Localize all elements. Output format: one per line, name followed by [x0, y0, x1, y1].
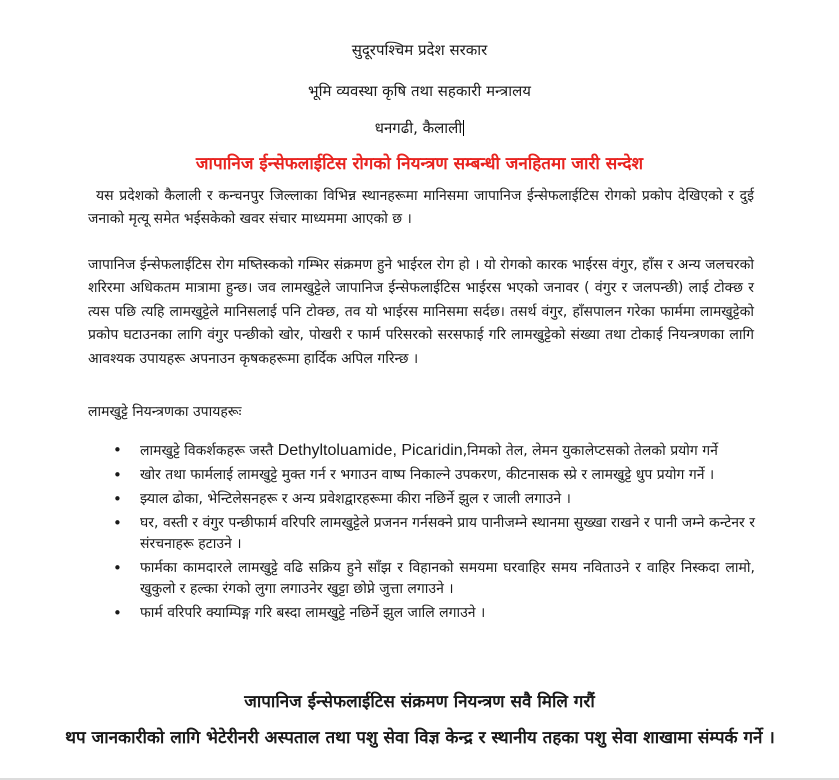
item-text: घर, वस्ती र वंगुर पन्छीफार्म वरिपरि लामखुट्टेले प्रजनन गर्नसक्ने प्राय पानीजम्ने स्थानमा सुख्खा राखने र पानी जम्ने कन्टेनर र संरचनाहरू हटाउने । [140, 515, 755, 552]
header-location-text: धनगढी, कैलाली [374, 119, 463, 137]
item-text: खोर तथा फार्मलाई लामखुट्टे मुक्त गर्न र भगाउन वाष्प निकाल्ने उपकरण, कीटनासक स्प्रे र लामखुट्टे धुप प्रयोग गर्ने । [140, 467, 715, 483]
item-text: लामखुट्टे विकर्शकहरू जस्तै [140, 443, 278, 459]
item-text: ,निमको तेल, लेमन युकालेप्टसको तेलको प्रयोग गर्ने [462, 443, 718, 459]
bullet-icon: • [113, 441, 122, 459]
chemical-name: Picaridin [401, 442, 463, 459]
list-item [113, 558, 755, 600]
bullet-icon: • [113, 466, 122, 484]
header-government: सुदूरपश्चिम प्रदेश सरकार [351, 41, 488, 59]
paragraph-intro: यस प्रदेशको कैलाली र कन्चनपुर जिल्लाका विभिन्न स्थानहरूमा मानिसमा जापानिज ईन्सेफलाईटिस रोगको प्रकोप देखिएको र दुई जनाको मृत्यू समेत भईसकेको खवर संचार माध्यममा आएको छ । [88, 188, 754, 227]
bullet-icon: • [113, 490, 122, 508]
list-item [113, 489, 755, 510]
measures-list [113, 440, 755, 627]
footer-contact: थप जानकारीको लागि भेटेरीनरी अस्पताल तथा पशु सेवा विज्ञ केन्द्र र स्थानीय तहका पशु सेवा शाखामा संम्पर्क गर्ने । [65, 728, 775, 748]
chemical-name: Dethyltoluamide [277, 442, 393, 459]
list-item [113, 603, 755, 624]
list-item [113, 465, 755, 486]
notice-title: जापानिज ईन्सेफलाईटिस रोगको नियन्त्रण सम्बन्धी जनहितमा जारी सन्देश [195, 154, 644, 174]
header-location [0, 118, 839, 138]
separator: , [392, 442, 402, 459]
call-to-action: जापानिज ईन्सेफलाईटिस संक्रमण नियन्त्रण सवै मिलि गरौं [244, 692, 595, 712]
bullet-icon: • [113, 514, 122, 532]
text-cursor [463, 120, 464, 136]
header-ministry: भूमि व्यवस्था कृषि तथा सहकारी मन्त्रालय [308, 82, 531, 100]
bullet-icon: • [113, 604, 122, 622]
measures-heading: लामखुट्टे नियन्त्रणका उपायहरूः [88, 404, 242, 420]
item-text: फार्मका कामदारले लामखुट्टे वढि सक्रिय हुने साँझ र विहानको समयमा घरवाहिर समय नविताउने र वाहिर निस्कदा लामो, खुकुलो र हल्का रंगको लुगा लगाउनेर खुट्टा छोप्ने जुत्ता लगाउने । [140, 560, 755, 597]
paragraph-disease-info: जापानिज ईन्सेफलाईटिस रोग मष्तिस्कको गम्भिर संक्रमण हुने भाईरल रोग हो । यो रोगको कारक भाईरस वंगुर, हाँस र अन्य जलचरको शरिरमा अधिकतम मात्रामा हुन्छ। जव लामखुट्टेले जापानिज ईन्सेफलाईटिस भाईरस भएको जनावर ( वंगुर र जलपन्छी) लाई टोक्छ र त्यस पछि त्यहि लामखुट्टेले मानिसलाई पनि टोक्छ, तव यो भाईरस मानिसमा सर्दछ। तसर्थ वंगुर, हाँसपालन गरेका फार्ममा लामखुट्टेको प्रकोप घटाउनका लागि वंगुर पन्छीको खोर, पोखरी र फार्म परिसरको सरसफाई गरि लामखुट्टेको संख्या तथा टोकाई नियन्त्रणका लागि आवश्यक उपायहरू अपनाउन कृषकहरूमा हार्दिक अपिल गरिन्छ । [88, 257, 754, 367]
item-text: झ्याल ढोका, भेन्टिलेसनहरू र अन्य प्रवेशद्वारहरूमा कीरा नछिर्ने झुल र जाली लगाउने । [140, 491, 571, 507]
list-item [113, 440, 755, 462]
bullet-icon: • [113, 559, 122, 577]
list-item [113, 513, 755, 555]
item-text: फार्म वरिपरि क्याम्पिङ्ग गरि बस्दा लामखुट्टे नछिर्ने झुल जालि लगाउने । [140, 605, 486, 621]
